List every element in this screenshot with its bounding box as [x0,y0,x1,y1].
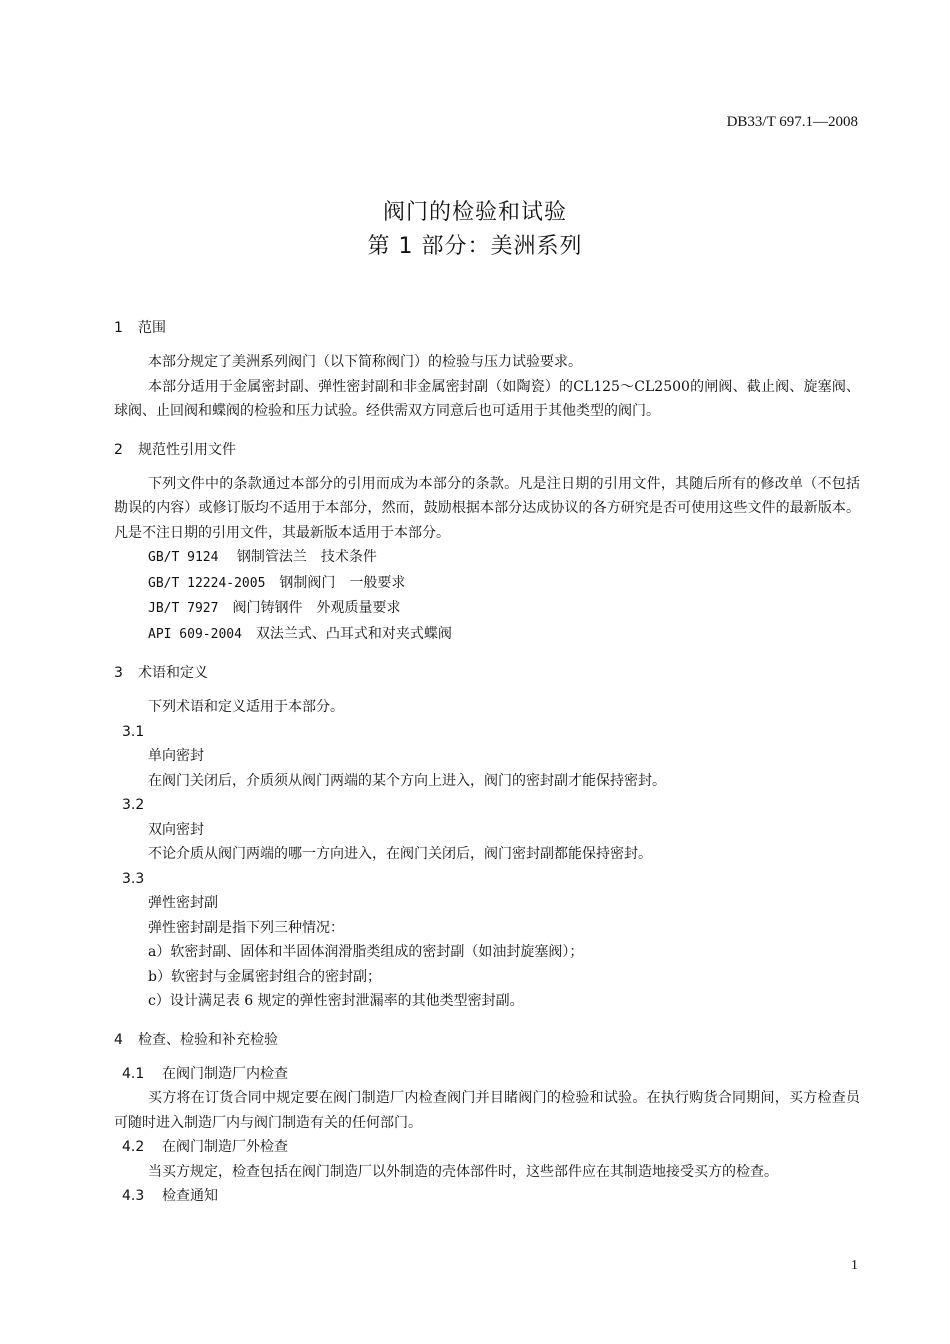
reference-item [114,545,860,571]
section-number: 3 [114,665,123,681]
paragraph: 下列术语和定义适用于本部分。 [148,699,344,715]
reference-code: API 609-2004 [148,626,242,642]
subsection-number: 4.3 [122,1188,145,1204]
reference-item [114,622,860,648]
reference-code: JB/T 7927 [148,601,219,616]
reference-code: GB/T 9124 [148,550,219,565]
section-title: 术语和定义 [138,665,208,681]
section-heading-2 [114,438,860,462]
paragraph: 下列文件中的条款通过本部分的引用而成为本部分的条款。凡是注日期的引用文件，其随后所有的修改单（不包括勘误的内容）或修订版均不适用于本部分，然而，鼓励根据本部分达成协议的各方研究是否可使用这些文件的最新版本。凡是不注日期的引用文件，其最新版本适用于本部分。 [114,475,860,541]
paragraph: 本部分规定了美洲系列阀门（以下简称阀门）的检验与压力试验要求。 [148,354,582,370]
list-item: b）软密封与金属密封组合的密封副； [148,968,381,985]
subsection-heading [114,1062,860,1087]
section-number: 1 [114,320,123,336]
section-heading-3 [114,661,860,685]
paragraph: 当买方规定，检查包括在阀门制造厂以外制造的壳体部件时，这些部件应在其制造地接受买方的检查。 [148,1163,778,1180]
document-title [0,196,950,264]
definition-number: 3.1 [122,723,145,740]
reference-item [114,571,860,597]
reference-item [114,596,860,622]
subsection-title: 检查通知 [162,1188,218,1204]
definition-text: 不论介质从阀门两端的哪一方向进入，在阀门关闭后，阀门密封副都能保持密封。 [148,846,652,862]
definition-number: 3.3 [122,870,145,887]
subsection-title: 在阀门制造厂内检查 [162,1065,288,1082]
document-body [114,314,860,1209]
section-title: 规范性引用文件 [138,441,236,458]
reference-title: 钢制阀门 一般要求 [279,574,406,591]
list-item: c）设计满足表 6 规定的弹性密封泄漏率的其他类型密封副。 [148,993,524,1009]
definition-term: 弹性密封副 [148,895,218,911]
section-number: 2 [114,441,123,458]
reference-title: 双法兰式、凸耳式和对夹式蝶阀 [255,625,452,642]
section-number: 4 [114,1031,123,1048]
subsection-heading [114,1184,860,1209]
paragraph: 本部分适用于金属密封副、弹性密封副和非金属密封副（如陶瓷）的CL125～CL2500的闸阀、截止阀、旋塞阀、球阀、止回阀和蝶阀的检验和压力试验。经供需双方同意后也可适用于其他类型的阀门。 [114,378,860,419]
definition-term: 单向密封 [148,748,204,764]
reference-title: 钢制管法兰 技术条件 [236,549,377,565]
definition-text: 弹性密封副是指下列三种情况： [148,919,344,936]
title-line-2: 第 1 部分：美洲系列 [367,234,583,259]
subsection-number: 4.2 [122,1139,145,1155]
section-heading-4 [114,1028,860,1052]
section-title: 范围 [138,320,166,336]
subsection-heading [114,1135,860,1160]
subsection-number: 4.1 [122,1065,145,1082]
page-number: 1 [851,1258,858,1273]
standard-code: DB33/T 697.1—2008 [726,114,858,130]
list-item: a）软密封副、固体和半固体润滑脂类组成的密封副（如油封旋塞阀）； [148,944,584,960]
reference-title: 阀门铸钢件 外观质量要求 [232,600,401,616]
title-line-1: 阀门的检验和试验 [382,200,567,225]
definition-term: 双向密封 [148,821,204,838]
subsection-title: 在阀门制造厂外检查 [162,1139,288,1155]
reference-code: GB/T 12224-2005 [148,575,266,591]
section-title: 检查、检验和补充检验 [138,1031,278,1048]
section-heading-1 [114,316,860,340]
paragraph: 买方将在订货合同中规定要在阀门制造厂内检查阀门并目睹阀门的检验和试验。在执行购货合同期间，买方检查员可随时进入制造厂内与阀门制造有关的任何部门。 [114,1090,860,1131]
definition-text: 在阀门关闭后，介质须从阀门两端的某个方向上进入，阀门的密封副才能保持密封。 [148,772,666,789]
definition-number: 3.2 [122,797,145,813]
